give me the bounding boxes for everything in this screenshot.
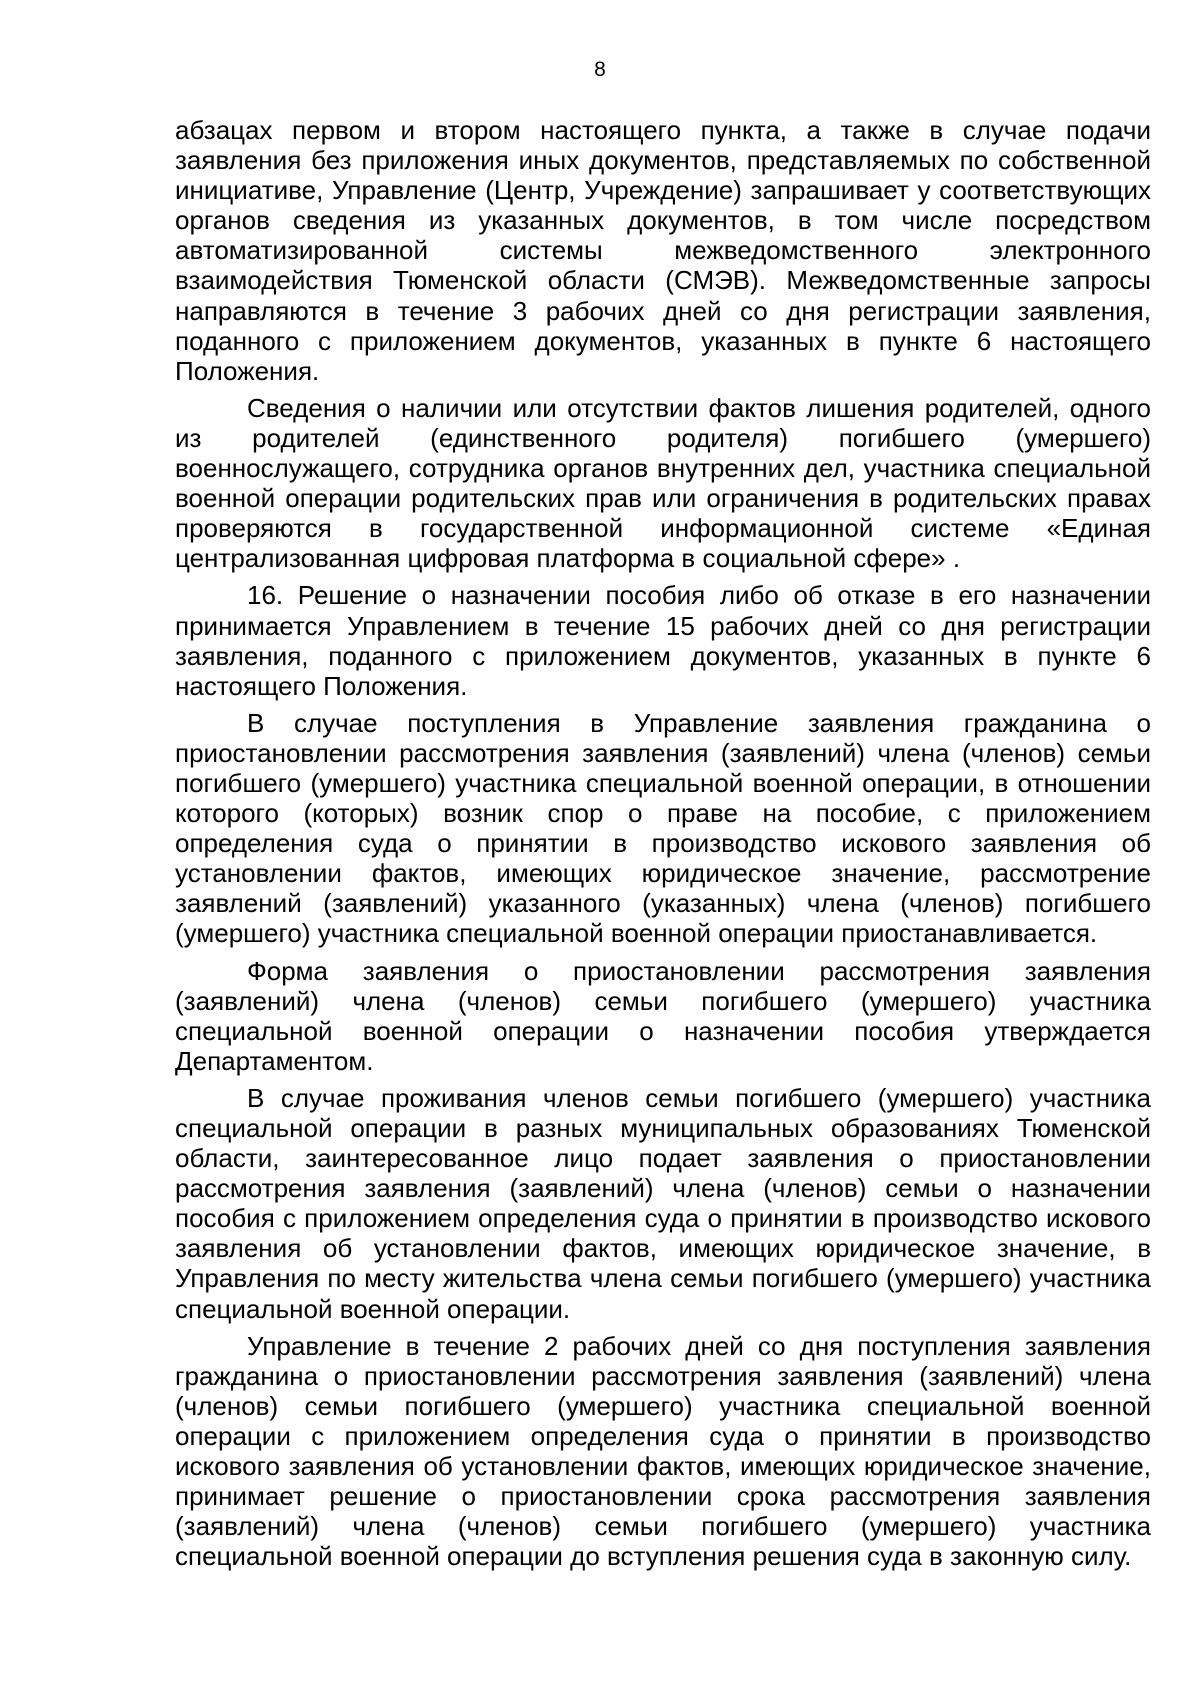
- paragraph-continuation-interagency-requests: абзацах первом и втором настоящего пункта, а также в случае подачи заявления без приложения иных документов, представляемых по собственной инициативе, Управление (Центр, Учреждение) запрашивает у соответствующих органов сведения из указанных документов, в том числе посредством автоматизированной системы межведомственного электронного взаимодействия Тюменской области (СМЭВ). Межведомственные запросы направляются в течение 3 рабочих дней со дня регистрации заявления, поданного с приложением документов, указанных в пункте 6 настоящего Положения.: [175, 115, 1151, 386]
- paragraph-item-16-decision: 16. Решение о назначении пособия либо об отказе в его назначении принимается Управлением в течение 15 рабочих дней со дня регистрации заявления, поданного с приложением документов, указанных в пункте 6 настоящего Положения.: [175, 580, 1151, 701]
- paragraph-suspension-decision: Управление в течение 2 рабочих дней со дня поступления заявления гражданина о приостановлении рассмотрения заявления (заявлений) члена (членов) семьи погибшего (умершего) участника специальной военной операции с приложением определения суда о принятии в производство искового заявления об установлении фактов, имеющих юридическое значение, принимает решение о приостановлении срока рассмотрения заявления (заявлений) члена (членов) семьи погибшего (умершего) участника специальной военной операции до вступления решения суда в законную силу.: [175, 1330, 1151, 1572]
- paragraph-suspension-dispute: В случае поступления в Управление заявления гражданина о приостановлении рассмотрения заявления (заявлений) члена (членов) семьи погибшего (умершего) участника специальной военной операции, в отношении которого (которых) возник спор о праве на пособие, с приложением определения суда о принятии в производство искового заявления об установлении фактов, имеющих юридическое значение, рассмотрение заявлений (заявлений) указанного (указанных) члена (членов) погибшего (умершего) участника специальной военной операции приостанавливается.: [175, 707, 1151, 949]
- paragraph-suspension-form: Форма заявления о приостановлении рассмотрения заявления (заявлений) члена (членов) семьи погибшего (умершего) участника специальной военной операции о назначении пособия утверждается Департаментом.: [175, 955, 1151, 1076]
- page-number: 8: [594, 58, 606, 81]
- paragraph-different-municipalities: В случае проживания членов семьи погибшего (умершего) участника специальной операции в разных муниципальных образованиях Тюменской области, заинтересованное лицо подает заявления о приостановлении рассмотрения заявления (заявлений) члена (членов) семьи о назначении пособия с приложением определения суда о принятии в производство искового заявления об установлении фактов, имеющих юридическое значение, в Управления по месту жительства члена семьи погибшего (умершего) участника специальной военной операции.: [175, 1082, 1151, 1324]
- document-body: [175, 115, 1151, 1578]
- paragraph-parental-rights-check: Сведения о наличии или отсутствии фактов лишения родителей, одного из родителей (единственного родителя) погибшего (умершего) военнослужащего, сотрудника органов внутренних дел, участника специальной военной операции родительских прав или ограничения в родительских правах проверяются в государственной информационной системе «Единая централизованная цифровая платформа в социальной сфере» .: [175, 392, 1151, 574]
